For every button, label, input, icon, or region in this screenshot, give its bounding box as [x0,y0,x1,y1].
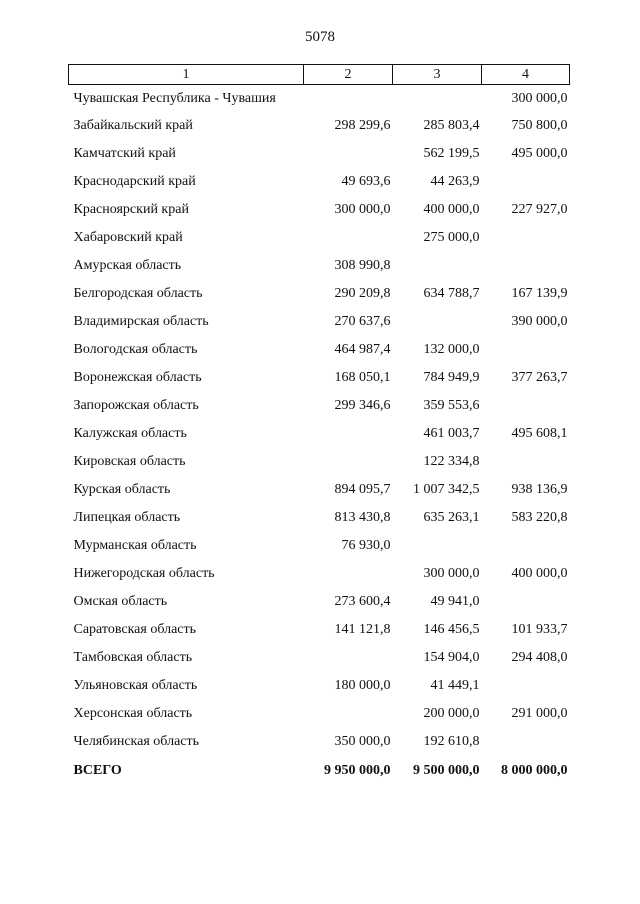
total-row [69,756,570,786]
region-name-cell: Белгородская область [73,286,203,301]
amount-cell: 300 000,0 [511,90,568,106]
region-name-cell: Мурманская область [73,538,197,553]
amount-cell: 461 003,7 [423,426,480,441]
amount-cell: 634 788,7 [423,286,480,301]
table-row [69,224,570,252]
amount-cell: 8 000 000,0 [501,763,568,778]
amount-cell: 275 000,0 [423,230,480,245]
amount-cell: 938 136,9 [511,482,568,497]
table-row [69,308,570,336]
amount-cell: 154 904,0 [423,650,480,665]
amount-cell [393,252,482,280]
amount-cell [482,168,570,196]
column-header: 4 [482,65,570,85]
amount-cell [304,644,393,672]
region-name-cell: Чувашская Республика - Чувашия [73,90,276,106]
amount-cell: 168 050,1 [334,370,391,385]
amount-cell [482,224,570,252]
table-row [69,336,570,364]
data-table [68,64,570,786]
amount-cell: 270 637,6 [334,314,391,329]
table-row [69,504,570,532]
amount-cell [482,392,570,420]
region-name-cell: Кировская область [73,454,186,469]
amount-cell: 464 987,4 [334,342,391,357]
amount-cell: 9 500 000,0 [413,763,480,778]
amount-cell: 200 000,0 [423,706,480,721]
table-row [69,112,570,140]
region-name-cell: Тамбовская область [73,650,193,665]
region-name-cell: Амурская область [73,258,182,273]
amount-cell [393,85,482,113]
table-row [69,168,570,196]
table-row [69,252,570,280]
amount-cell: 894 095,7 [334,482,391,497]
region-name-cell: Калужская область [73,426,187,441]
region-name-cell: Саратовская область [73,622,197,637]
amount-cell [304,224,393,252]
column-header: 3 [393,65,482,85]
amount-cell: 76 930,0 [341,538,391,553]
amount-cell [304,700,393,728]
table-row [69,588,570,616]
amount-cell: 167 139,9 [511,286,568,301]
table-row [69,85,570,113]
table-row [69,280,570,308]
amount-cell [393,532,482,560]
amount-cell: 298 299,6 [334,118,391,133]
page-number: 5078 [305,29,335,45]
amount-cell: 813 430,8 [334,510,391,525]
amount-cell: 132 000,0 [423,342,480,357]
amount-cell [482,448,570,476]
amount-cell: 359 553,6 [423,398,480,413]
amount-cell: 784 949,9 [423,370,480,385]
amount-cell: 146 456,5 [423,622,480,637]
region-name-cell: Владимирская область [73,314,209,329]
region-name-cell: Курская область [73,482,171,497]
table-row [69,560,570,588]
table-row [69,700,570,728]
region-name-cell: Херсонская область [73,706,193,721]
column-header: 2 [304,65,393,85]
region-name-cell: Омская область [73,594,168,609]
amount-cell [482,728,570,756]
amount-cell: 400 000,0 [511,566,568,581]
amount-cell: 750 800,0 [511,118,568,133]
amount-cell: 49 693,6 [341,174,391,189]
table-row [69,140,570,168]
region-name-cell: Вологодская область [73,342,198,357]
amount-cell: 350 000,0 [334,734,391,749]
amount-cell: 390 000,0 [511,314,568,329]
region-name-cell: Забайкальский край [73,118,193,133]
amount-cell: 122 334,8 [423,454,480,469]
amount-cell [482,252,570,280]
region-name-cell: Челябинская область [73,734,199,749]
amount-cell: 294 408,0 [511,650,568,665]
amount-cell: 285 803,4 [423,118,480,133]
table-row [69,448,570,476]
amount-cell: 273 600,4 [334,594,391,609]
amount-cell: 308 990,8 [334,258,391,273]
amount-cell [304,420,393,448]
table-row [69,644,570,672]
amount-cell: 400 000,0 [423,202,480,217]
amount-cell: 44 263,9 [430,174,480,189]
amount-cell: 583 220,8 [511,510,568,525]
amount-cell: 49 941,0 [430,594,480,609]
amount-cell [482,672,570,700]
amount-cell: 562 199,5 [423,146,480,161]
region-name-cell: Нижегородская область [73,566,215,581]
amount-cell: 41 449,1 [430,678,480,693]
amount-cell: 291 000,0 [511,706,568,721]
amount-cell [304,85,393,113]
region-name-cell: Краснодарский край [73,174,196,189]
amount-cell [304,140,393,168]
amount-cell: 377 263,7 [511,370,568,385]
table-row [69,392,570,420]
amount-cell [304,448,393,476]
amount-cell: 495 000,0 [511,146,568,161]
amount-cell: 290 209,8 [334,286,391,301]
amount-cell: 192 610,8 [423,734,480,749]
table-row [69,616,570,644]
amount-cell: 635 263,1 [423,510,480,525]
amount-cell: 9 950 000,0 [324,763,391,778]
region-name-cell: Запорожская область [73,398,199,413]
region-name-cell: Ульяновская область [73,678,198,693]
region-name-cell: Хабаровский край [73,230,183,245]
table-row [69,728,570,756]
table-row [69,420,570,448]
table-row [69,476,570,504]
table-row [69,532,570,560]
region-name-cell: Воронежская область [73,370,202,385]
amount-cell [482,588,570,616]
amount-cell: 141 121,8 [334,622,391,637]
region-name-cell: Красноярский край [73,202,189,217]
table-row [69,364,570,392]
region-name-cell: Липецкая область [73,510,181,525]
amount-cell: 495 608,1 [511,426,568,441]
amount-cell [393,308,482,336]
amount-cell: 1 007 342,5 [413,482,480,497]
region-name-cell: ВСЕГО [73,763,122,778]
table-row [69,196,570,224]
amount-cell: 101 933,7 [511,622,568,637]
amount-cell: 227 927,0 [511,202,568,217]
amount-cell: 300 000,0 [423,566,480,581]
amount-cell: 300 000,0 [334,202,391,217]
amount-cell [482,336,570,364]
column-header: 1 [69,65,304,85]
region-name-cell: Камчатский край [73,146,176,161]
amount-cell [482,532,570,560]
table-row [69,672,570,700]
amount-cell [304,560,393,588]
amount-cell: 299 346,6 [334,398,391,413]
amount-cell: 180 000,0 [334,678,391,693]
header-row [69,65,570,85]
